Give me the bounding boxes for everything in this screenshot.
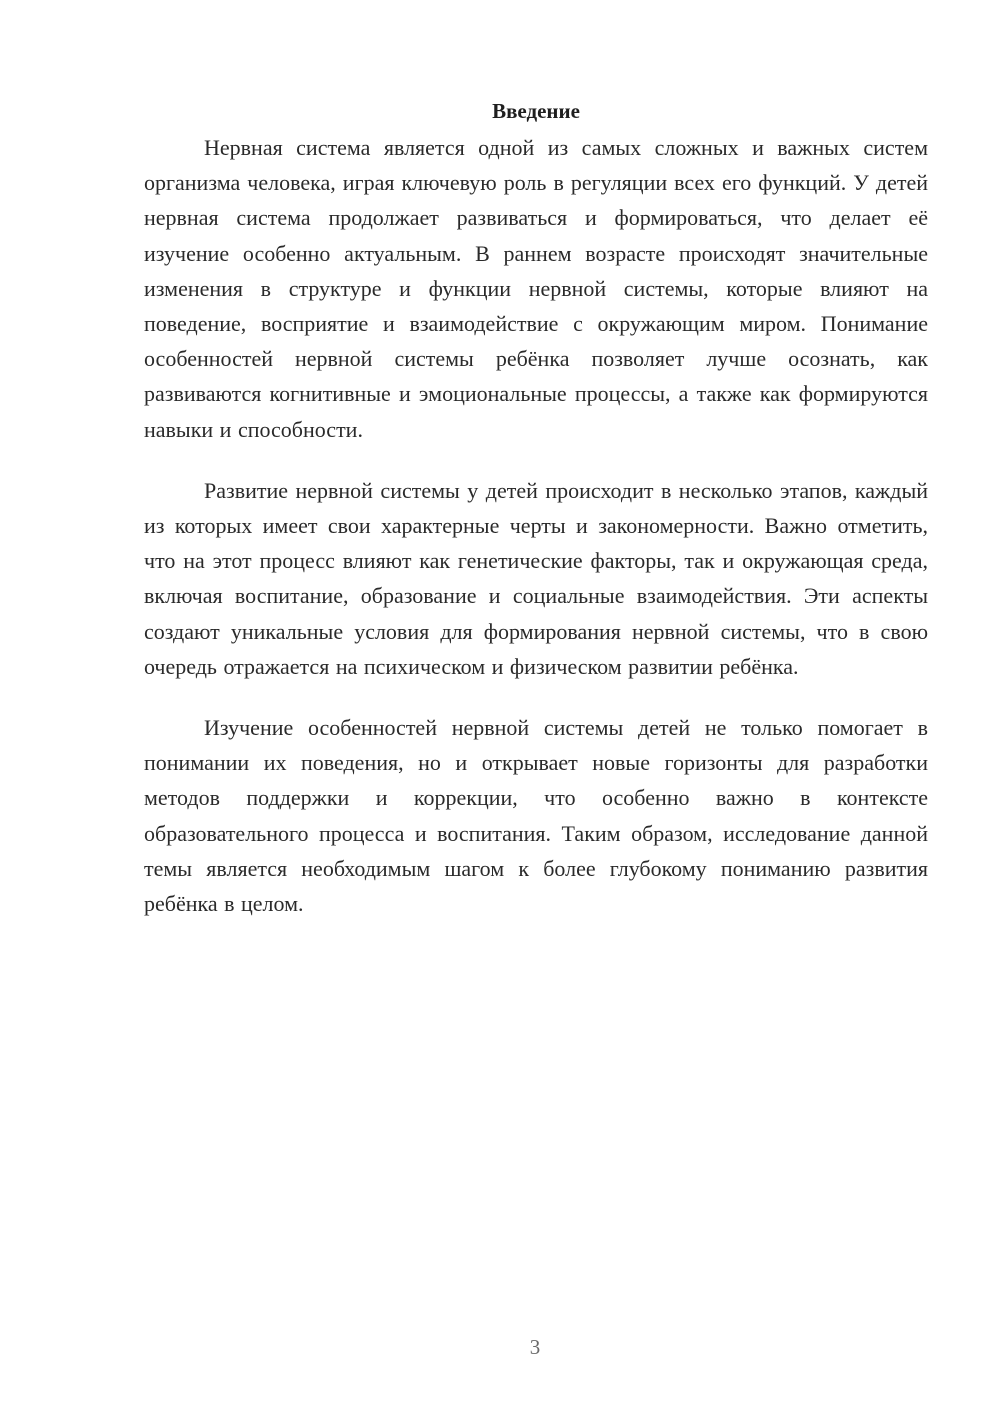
- page-number: 3: [529, 1335, 541, 1359]
- paragraph-3: Изучение особенностей нервной системы детей не только помогает в понимании их поведения, но и открывает новые горизонты для разработки методов поддержки и коррекции, что особенно важно в контексте образовательного процесса и воспитания. Таким образом, исследование данной темы является необходимым шагом к более глубокому пониманию развития ребёнка в целом.: [144, 715, 928, 917]
- section-heading: Введение: [492, 99, 580, 123]
- paragraph-1: Нервная система является одной из самых сложных и важных систем организма человека, играя ключевую роль в регуляции всех его функций. У детей нервная система продолжает развиваться и формироваться, что делает её изучение особенно актуальным. В раннем возрасте происходят значительные изменения в структуре и функции нервной системы, которые влияют на поведение, восприятие и взаимодействие с окружающим миром. Понимание особенностей нервной системы ребёнка позволяет лучше осознать, как развиваются когнитивные и эмоциональные процессы, а также как формируются навыки и способности.: [144, 135, 928, 442]
- paragraph-2: Развитие нервной системы у детей происходит в несколько этапов, каждый из которых имеет свои характерные черты и закономерности. Важно отметить, что на этот процесс влияют как генетические факторы, так и окружающая среда, включая воспитание, образование и социальные взаимодействия. Эти аспекты создают уникальные условия для формирования нервной системы, что в свою очередь отражается на психическом и физическом развитии ребёнка.: [144, 477, 928, 679]
- document-page: [144, 96, 928, 947]
